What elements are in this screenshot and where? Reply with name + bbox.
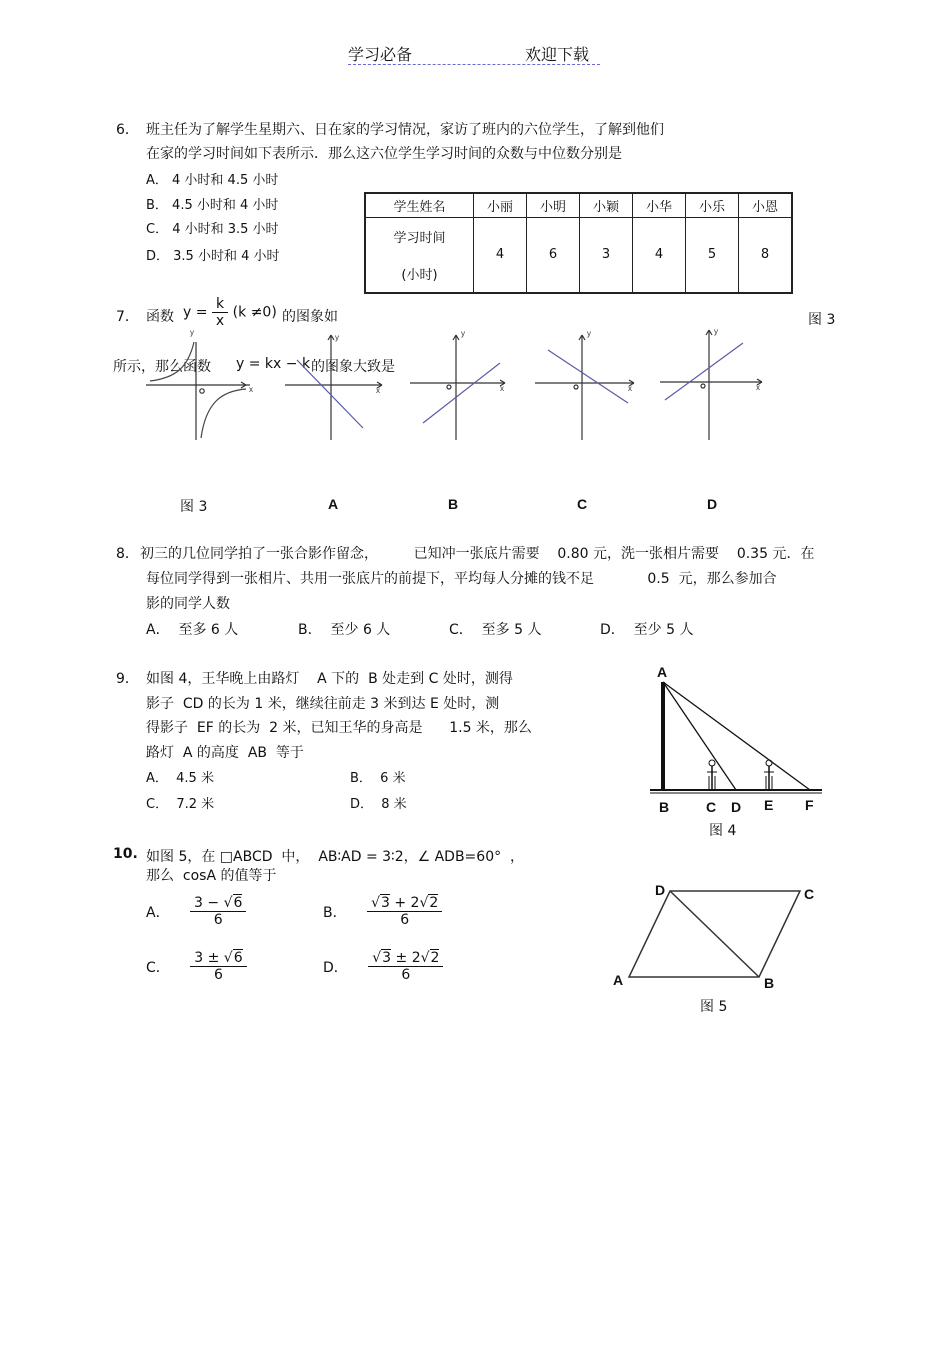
q7-caption-fig3: 图 3 bbox=[180, 499, 208, 515]
point-f-label: F bbox=[805, 797, 814, 813]
q6-option-d: D． 3.5 小时和 4 小时 bbox=[146, 249, 280, 264]
q6-line2: 在家的学习时间如下表所示．那么这六位学生学习时间的众数与中位数分别是 bbox=[146, 146, 622, 162]
q9-option-d: D． 8 米 bbox=[350, 797, 407, 812]
axis-x-label: x bbox=[500, 384, 504, 393]
q7-line2b: y = kx − k bbox=[236, 356, 311, 372]
q6-number: 6． bbox=[116, 122, 139, 138]
num-part: ± 2 bbox=[391, 950, 421, 966]
axis-y-label: y bbox=[714, 327, 718, 336]
axis-x-label: x bbox=[756, 383, 760, 392]
q9-option-b: B． 6 米 bbox=[350, 771, 406, 786]
sqrt-radicand-2: 2 bbox=[430, 950, 440, 966]
fig5-caption: 图 5 bbox=[700, 999, 728, 1015]
diagonal-db bbox=[670, 891, 759, 977]
fraction-denominator: 6 bbox=[213, 912, 223, 929]
q7-line2a: 所示，那么函数 bbox=[113, 359, 211, 375]
num-part: 3 ± bbox=[194, 950, 224, 966]
option-letter: A． bbox=[146, 904, 170, 921]
row-label-line2: (小时) bbox=[401, 267, 438, 283]
point-d-label: D bbox=[731, 799, 742, 815]
q9-number: 9． bbox=[116, 671, 139, 687]
q9-line2: 影子 CD 的长为 1 米，继续往前走 3 米到达 E 处时，测 bbox=[146, 696, 500, 712]
axis-x-label: x bbox=[249, 385, 253, 394]
num-part: 3 − bbox=[194, 895, 224, 911]
q6-option-b: B． 4.5 小时和 4 小时 bbox=[146, 198, 279, 213]
q6-line1: 班主任为了解学生星期六、日在家的学习情况，家访了班内的六位学生，了解到他们 bbox=[146, 122, 664, 138]
q7-number: 7． bbox=[116, 309, 139, 325]
q8-number: 8． bbox=[116, 546, 139, 562]
table-name-cell: 小华 bbox=[633, 193, 686, 217]
q7-fraction-num: k bbox=[212, 296, 228, 313]
q7-caption-a: A bbox=[328, 496, 339, 512]
q10-number: 10. bbox=[113, 846, 138, 862]
q7-fraction-den: x bbox=[215, 313, 225, 330]
q7-pre: 函数 bbox=[146, 309, 174, 325]
q8-option-c: C． 至多 5 人 bbox=[449, 622, 542, 638]
q8-line1: 初三的几位同学拍了一张合影作留念， 已知冲一张底片需要 0.80 元，洗一张相片需要 0.35 元．在 bbox=[140, 546, 815, 562]
table-name-cell: 小明 bbox=[527, 193, 580, 217]
fraction-numerator: 3 − √6 bbox=[190, 895, 246, 912]
q8-option-b: B． 至少 6 人 bbox=[298, 622, 391, 638]
vertex-c-label: C bbox=[804, 886, 815, 902]
table-value-cell: 8 bbox=[739, 217, 793, 293]
sqrt-radicand: 6 bbox=[233, 895, 243, 911]
q7-post: 的图象如 bbox=[282, 309, 338, 325]
fraction-denominator: 6 bbox=[400, 912, 410, 929]
fraction-numerator: √3 ± 2√2 bbox=[368, 950, 443, 967]
q7-line2c: 的图象大致是 bbox=[311, 359, 395, 375]
q9-line1: 如图 4，王华晚上由路灯 A 下的 B 处走到 C 处时，测得 bbox=[146, 671, 513, 687]
sqrt-radicand: 3 bbox=[382, 950, 392, 966]
q8-line2: 每位同学得到一张相片、共用一张底片的前提下，平均每人分摊的钱不足 0.5 元，那么参加合 bbox=[146, 571, 777, 587]
q9-option-c: C． 7.2 米 bbox=[146, 797, 215, 812]
point-c-label: C bbox=[706, 799, 717, 815]
header-left: 学习必备 bbox=[348, 45, 413, 64]
q7-fig-right-label: 图 3 bbox=[808, 312, 836, 328]
option-letter: B． bbox=[323, 904, 347, 921]
sqrt-radicand-2: 2 bbox=[429, 895, 439, 911]
q9-line4: 路灯 A 的高度 AB 等于 bbox=[146, 745, 304, 761]
q8-option-d: D． 至少 5 人 bbox=[600, 622, 694, 638]
q6-option-a: A． 4 小时和 4.5 小时 bbox=[146, 173, 279, 188]
sqrt-radicand: 3 bbox=[380, 895, 390, 911]
table-header-label: 学生姓名 bbox=[365, 193, 474, 217]
q9-option-a: A． 4.5 米 bbox=[146, 771, 214, 786]
q10-line1: 如图 5，在 □ABCD 中， AB∶AD = 3∶2，∠ ADB=60° ， bbox=[146, 849, 525, 865]
fraction-numerator: √3 + 2√2 bbox=[367, 895, 442, 912]
axis-y-label: y bbox=[461, 329, 465, 338]
axis-x-label: x bbox=[376, 386, 380, 395]
table-name-cell: 小乐 bbox=[686, 193, 739, 217]
vertex-a-label: A bbox=[613, 972, 624, 988]
vertex-b-label: B bbox=[764, 975, 775, 991]
axis-x-label: x bbox=[628, 384, 632, 393]
table-name-cell: 小恩 bbox=[739, 193, 793, 217]
row-label-line1: 学习时间 bbox=[393, 230, 446, 246]
axis-y-label: y bbox=[587, 329, 591, 338]
header-right: 欢迎下载 bbox=[525, 45, 590, 64]
fraction-denominator: 6 bbox=[401, 967, 411, 984]
vertex-d-label: D bbox=[655, 882, 666, 898]
option-letter: D． bbox=[323, 959, 348, 976]
fraction-numerator: 3 ± √6 bbox=[190, 950, 246, 967]
point-e-label: E bbox=[764, 797, 774, 813]
q9-line3: 得影子 EF 的长为 2 米，已知王华的身高是 1.5 米，那么 bbox=[146, 720, 532, 736]
q8-option-a: A． 至多 6 人 bbox=[146, 622, 239, 638]
table-value-cell: 6 bbox=[527, 217, 580, 293]
num-part: + 2 bbox=[389, 895, 420, 911]
q10-line2: 那么 cosA 的值等于 bbox=[146, 868, 277, 884]
axis-y-label: y bbox=[335, 333, 339, 342]
q7-condition: (k ≠0) bbox=[232, 304, 277, 321]
q7-caption-b: B bbox=[448, 496, 459, 512]
axis-y-label: y bbox=[190, 328, 194, 337]
point-a-label: A bbox=[657, 664, 668, 680]
q6-option-c: C． 4 小时和 3.5 小时 bbox=[146, 222, 279, 237]
table-value-cell: 4 bbox=[633, 217, 686, 293]
table-value-cell: 4 bbox=[474, 217, 527, 293]
option-letter: C． bbox=[146, 959, 170, 976]
fraction-denominator: 6 bbox=[213, 967, 223, 984]
table-name-cell: 小颖 bbox=[580, 193, 633, 217]
q8-line3: 影的同学人数 bbox=[146, 596, 230, 612]
q7-y-equals: y = bbox=[183, 304, 208, 321]
table-name-cell: 小丽 bbox=[474, 193, 527, 217]
table-value-cell: 3 bbox=[580, 217, 633, 293]
point-b-label: B bbox=[659, 799, 670, 815]
table-value-cell: 5 bbox=[686, 217, 739, 293]
q7-caption-c: C bbox=[577, 496, 588, 512]
fig4-caption: 图 4 bbox=[709, 823, 737, 839]
sqrt-radicand: 6 bbox=[233, 950, 243, 966]
q7-caption-d: D bbox=[707, 496, 718, 512]
